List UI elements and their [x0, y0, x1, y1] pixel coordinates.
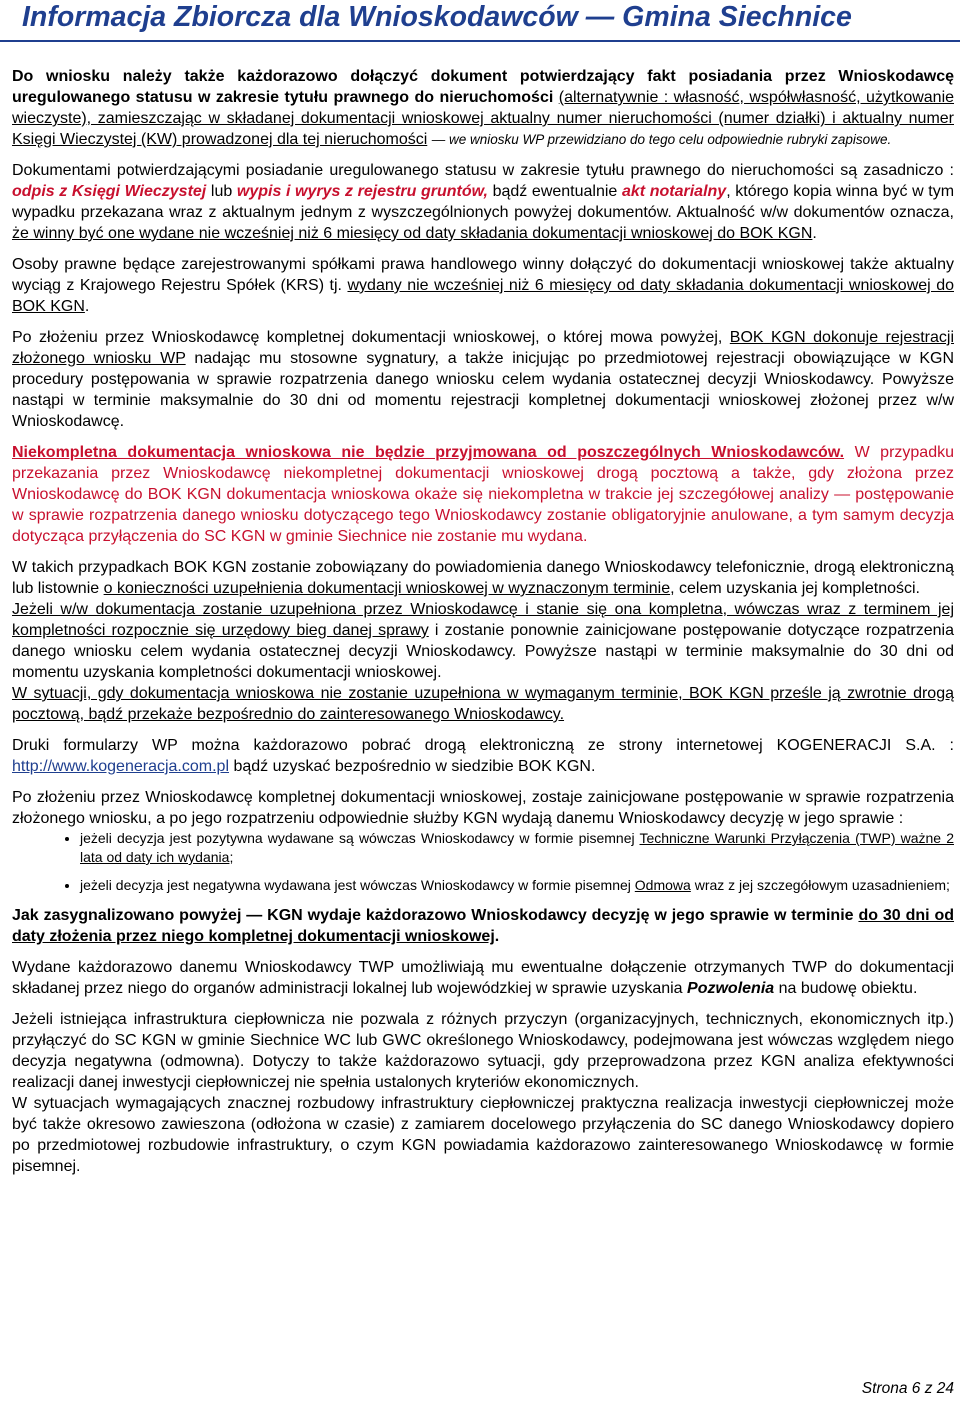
text-span: W takich przypadkach BOK KGN zostanie zobowiązany do powiadomienia danego Wnioskodawcy telefonicznie, drogą elektroniczną lub listownie [12, 559, 954, 597]
wp-form-note: — we wniosku WP przewidziano do tego celu odpowiednie rubryki zapisowe. [431, 132, 892, 147]
paragraph-negative-decision [12, 1009, 954, 1093]
page-header [0, 0, 960, 42]
paragraph-completion [12, 599, 954, 683]
text-span: . [812, 225, 817, 242]
text-span: Druki formularzy WP można każdorazowo pobrać drogą elektroniczną ze strony internetowej KOGENERACJI S.A. : [12, 737, 954, 754]
registration-note: BOK KGN dokonuje rejestracji złożonego wniosku WP [12, 329, 955, 367]
text-span: Wydane każdorazowo danemu Wnioskodawcy TWP umożliwiają mu ewentualne dołączenie otrzymanych TWP do dokumentacji składanej przez niego do organów administracji lokalnej lub wojewódzkiej w sprawie uzyskania [12, 959, 954, 997]
ownership-alternatives-text: (alternatywnie : własność, współwłasność, użytkowanie wieczyste), zamieszczając w składanej dokumentacji wnioskowej aktualny numer nieruchomości (numer działki) i aktualny numer Księgi Wieczystej (KW) prowadzonej dla tej nieruchomości [12, 89, 955, 148]
text-span: Jeżeli istniejąca infrastruktura ciepłownicza nie pozwala z różnych przyczyn (organizacyjnych, technicznych, ekonomicznych itp.) przyłączyć do SC KGN w gminie Siechnice WC lub GWC określonego Wnioskodawcy, podejmowana jest wówczas względem niego decyzja negatywna (odmowna). Dotyczy to także każdorazowo sytuacji, gdy przeprowadzona przez KGN analiza efektywności realizacji danej inwestycji ciepłowniczej nie spełnia ustalonych kryteriów ekonomicznych. [12, 1011, 954, 1091]
text-span: bądź uzyskać bezpośrednio w siedzibie BOK KGN. [233, 758, 596, 775]
incomplete-docs-consequence: W przypadku przekazania przez Wnioskodawcę niekompletnej dokumentacji wnioskowej drogą pocztową a także, gdy złożona przez Wnioskodawcę do BOK KGN dokumentacja wnioskowa okaże się niekompletna w trakcie jej szczegółowej analizy — postępowanie w sprawie rozpatrzenia danego wniosku dotyczącego tego Wnioskodawcy zostanie obligatoryjnie anulowane, a tym samym decyzja dotycząca przyłączenia do SC KGN w gminie Siechnice nie zostanie mu wydana. [12, 444, 954, 545]
text-span: jeżeli decyzja jest negatywna wydawana jest wówczas Wnioskodawcy w formie pisemnej [80, 877, 631, 893]
text-span: W sytuacjach wymagających znacznej rozbudowy infrastruktury ciepłowniczej praktyczna realizacja inwestycji ciepłowniczej może być także okresowo zawieszona (odłożona w czasie) z zamiarem docelowego przyłączenia do SC danego Wnioskodawcy dopiero po przedmiotowej rozbudowie infrastruktury, o czym KGN powiadamia każdorazowo zainteresowanego Wnioskodawcę w formie pisemnej. [12, 1095, 954, 1175]
text-span: Dokumentami potwierdzającymi posiadanie uregulowanego statusu w zakresie tytułu prawnego do nieruchomości są zasadniczo : [12, 162, 954, 179]
text-span: . [84, 298, 90, 315]
list-item [80, 829, 954, 867]
text-span: Po złożeniu przez Wnioskodawcę kompletnej dokumentacji wnioskowej, zostaje zainicjowane postępowanie w sprawie rozpatrzenia złożonego wniosku, a po jego rozpatrzeniu odpowiednie służby KGN wydają danemu Wnioskodawcy decyzję w jego sprawie : [12, 789, 954, 827]
decision-list [12, 829, 954, 895]
paragraph-decision-deadline [12, 905, 954, 947]
text-span: jeżeli decyzja jest pozytywna wydawane są wówczas Wnioskodawcy w formie pisemnej [80, 830, 635, 846]
document-body [12, 66, 954, 1187]
krs-validity: wydany nie wcześniej niż 6 miesięcy od daty składania dokumentacji wnioskowej do BOK KGN [12, 277, 954, 315]
refusal-term: Odmowa [634, 877, 691, 893]
doc-land-register: odpis z Księgi Wieczystej [12, 183, 207, 200]
text-span: na budowę obiektu. [778, 980, 918, 997]
decision-deadline: do 30 dni od daty złożenia przez niego kompletnej dokumentacji wnioskowej [12, 907, 955, 945]
paragraph-notification [12, 557, 954, 599]
ownership-requirement-text: Do wniosku należy także każdorazowo dołączyć dokument potwierdzający fakt posiadania przez Wnioskodawcę uregulowanego statusu w zakresie tytułu prawnego do nieruchomości [12, 68, 954, 106]
paragraph-registration [12, 327, 954, 432]
twp-validity: Techniczne Warunki Przyłączenia (TWP) ważne 2 lata od daty ich wydania [80, 830, 954, 865]
list-item [80, 876, 954, 895]
paragraph-ownership-requirement [12, 66, 954, 150]
completion-requirement: o konieczności uzupełnienia dokumentacji wnioskowej w wyznaczonym terminie [103, 580, 671, 597]
completion-procedure: Jeżeli w/w dokumentacja zostanie uzupełniona przez Wnioskodawcę i stanie się ona kompletna, wówczas wraz z terminem jej kompletności rozpocznie się urzędowy bieg danej sprawy [12, 601, 954, 639]
text-span: i zostanie ponownie zainicjowane postępowanie dotyczące rozpatrzenia danego wniosku celem wydania ostatecznej decyzji Wnioskodawcy. Powyższe nastąpi w terminie maksymalnie do 30 dni od momentu uzyskania kompletności dokumentacji wnioskowej. [12, 622, 954, 681]
permit-term: Pozwolenia [687, 980, 775, 997]
paragraph-suspension [12, 1093, 954, 1177]
validity-requirement: że winny być one wydane nie wcześniej niż 6 miesięcy od daty składania dokumentacji wnioskowej do BOK KGN [12, 225, 813, 242]
paragraph-building-permit [12, 957, 954, 999]
document-title: Informacja Zbiorcza dla Wnioskodawców — Gmina Siechnice [22, 1, 852, 33]
text-span: ; [229, 849, 234, 865]
text-span: wraz z jej szczegółowym uzasadnieniem; [694, 877, 950, 893]
paragraph-incomplete-docs [12, 442, 954, 547]
paragraph-return [12, 683, 954, 725]
text-span: bądź ewentualnie [492, 183, 618, 200]
text-span: . [494, 928, 500, 945]
text-span: , celem uzyskania jej kompletności. [670, 580, 920, 597]
doc-notarial-deed: akt notarialny [621, 183, 727, 200]
incomplete-docs-warning: Niekompletna dokumentacja wnioskowa nie będzie przyjmowana od poszczególnych Wnioskodawców. [12, 444, 845, 461]
page-number: Strona 6 z 24 [861, 1380, 954, 1397]
text-span: , którego kopia winna być w tym wypadku przekazana wraz z aktualnym jednym z wyszczególnionych powyżej dokumentów. Aktualność w/w dokumentów oznacza, [12, 183, 955, 221]
paragraph-decision [12, 787, 954, 829]
text-span: Po złożeniu przez Wnioskodawcę kompletnej dokumentacji wnioskowej, o której mowa powyżej, [12, 329, 723, 346]
text-span: Jak zasygnalizowano powyżej — KGN wydaje każdorazowo Wnioskodawcy decyzję w jego sprawie w terminie [12, 907, 854, 924]
paragraph-ownership-documents [12, 160, 954, 244]
text-span: nadając mu stosowne sygnatury, a także inicjując po przedmiotowej rejestracji obowiązujące w KGN procedury postępowania w sprawie rozpatrzenia danego wniosku celem wydania ostatecznej decyzji Wnioskodawcy. Powyższe nastąpi w terminie maksymalnie do 30 dni od momentu rejestracji kompletnej dokumentacji wnioskowej złożonej przez w/w Wnioskodawcę. [12, 350, 955, 430]
paragraph-krs [12, 254, 954, 317]
kogeneracja-website-link[interactable]: http://www.kogeneracja.com.pl [12, 758, 229, 775]
text-span: lub [210, 183, 233, 200]
return-procedure: W sytuacji, gdy dokumentacja wnioskowa nie zostanie uzupełniona w wymaganym terminie, BOK KGN prześle ją zwrotnie drogą pocztową, bądź przekaże bezpośrednio do zainteresowanego Wnioskodawcy. [12, 685, 954, 723]
doc-land-extract: wypis i wyrys z rejestru gruntów, [236, 183, 488, 200]
paragraph-forms-download [12, 735, 954, 777]
text-span: Osoby prawne będące zarejestrowanymi spółkami prawa handlowego winny dołączyć do dokumentacji wnioskowej także aktualny wyciąg z Krajowego Rejestru Spółek (KRS) tj. [12, 256, 954, 294]
